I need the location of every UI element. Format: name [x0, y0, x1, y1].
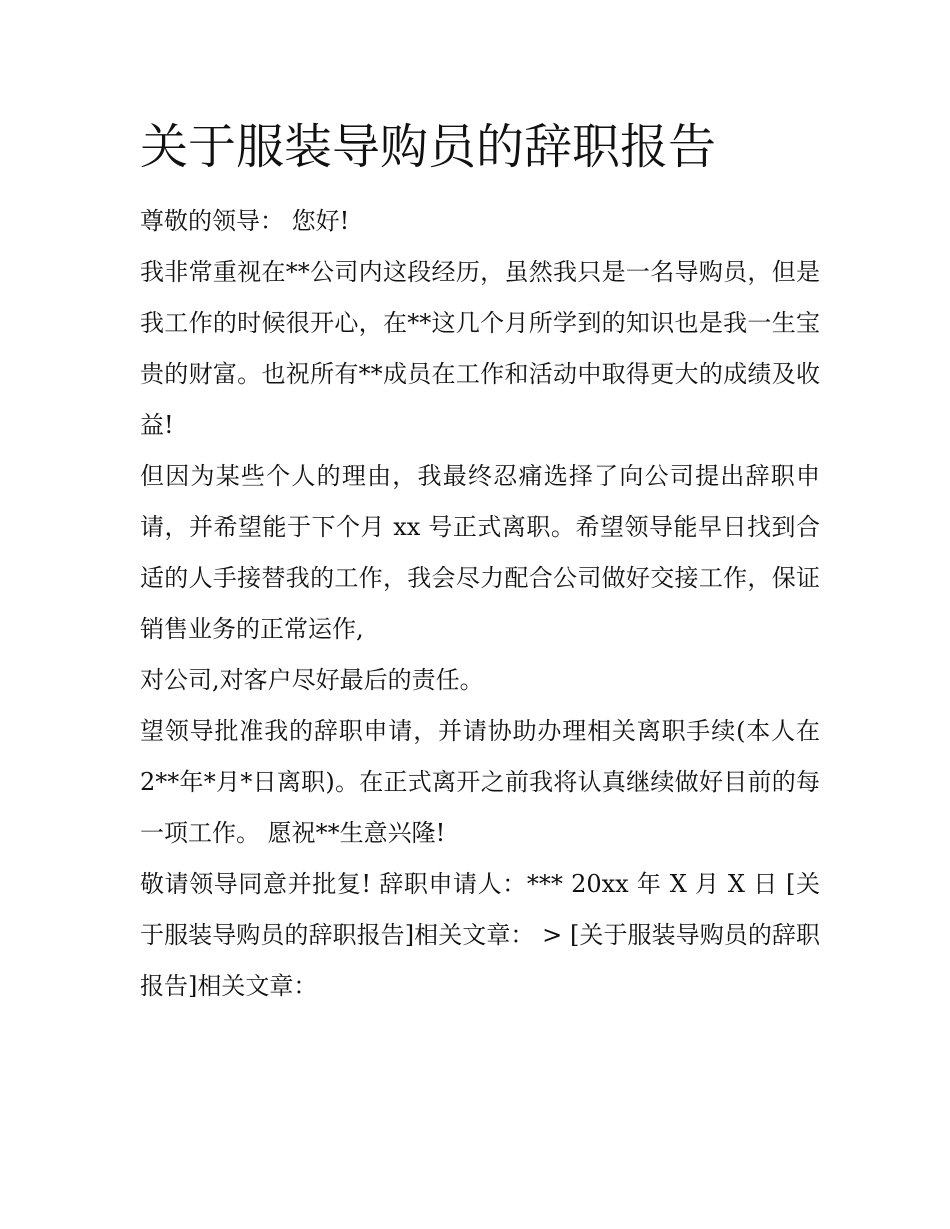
request-paragraph: 望领导批准我的辞职申请，并请协助办理相关离职手续(本人在 2**年*月*日离职)。在正式离开之前我将认真继续做好目前的每一项工作。 愿祝**生意兴隆!: [140, 717, 820, 847]
document-title: 关于服装导购员的辞职报告: [140, 119, 717, 175]
greeting-paragraph: 尊敬的领导： 您好!: [140, 207, 350, 235]
closing-paragraph: 敬请领导同意并批复! 辞职申请人：*** 20xx 年 X 月 X 日 [关于服装导购员的辞职报告]相关文章： > [关于服装导购员的辞职报告]相关文章：: [140, 870, 820, 1000]
experience-paragraph: 我非常重视在**公司内这段经历，虽然我只是一名导购员，但是我工作的时候很开心，在**这几个月所学到的知识也是我一生宝贵的财富。也祝所有**成员在工作和活动中取得更大的成绩及收益!: [140, 258, 820, 439]
document-page: [140, 112, 820, 1012]
responsibility-paragraph: 对公司,对客户尽好最后的责任。: [140, 666, 484, 694]
document-body: [140, 196, 820, 1012]
reason-paragraph: 但因为某些个人的理由，我最终忍痛选择了向公司提出辞职申请，并希望能于下个月 xx 号正式离职。希望领导能早日找到合适的人手接替我的工作，我会尽力配合公司做好交接工作，保证销售业务的正常运作,: [140, 462, 820, 643]
